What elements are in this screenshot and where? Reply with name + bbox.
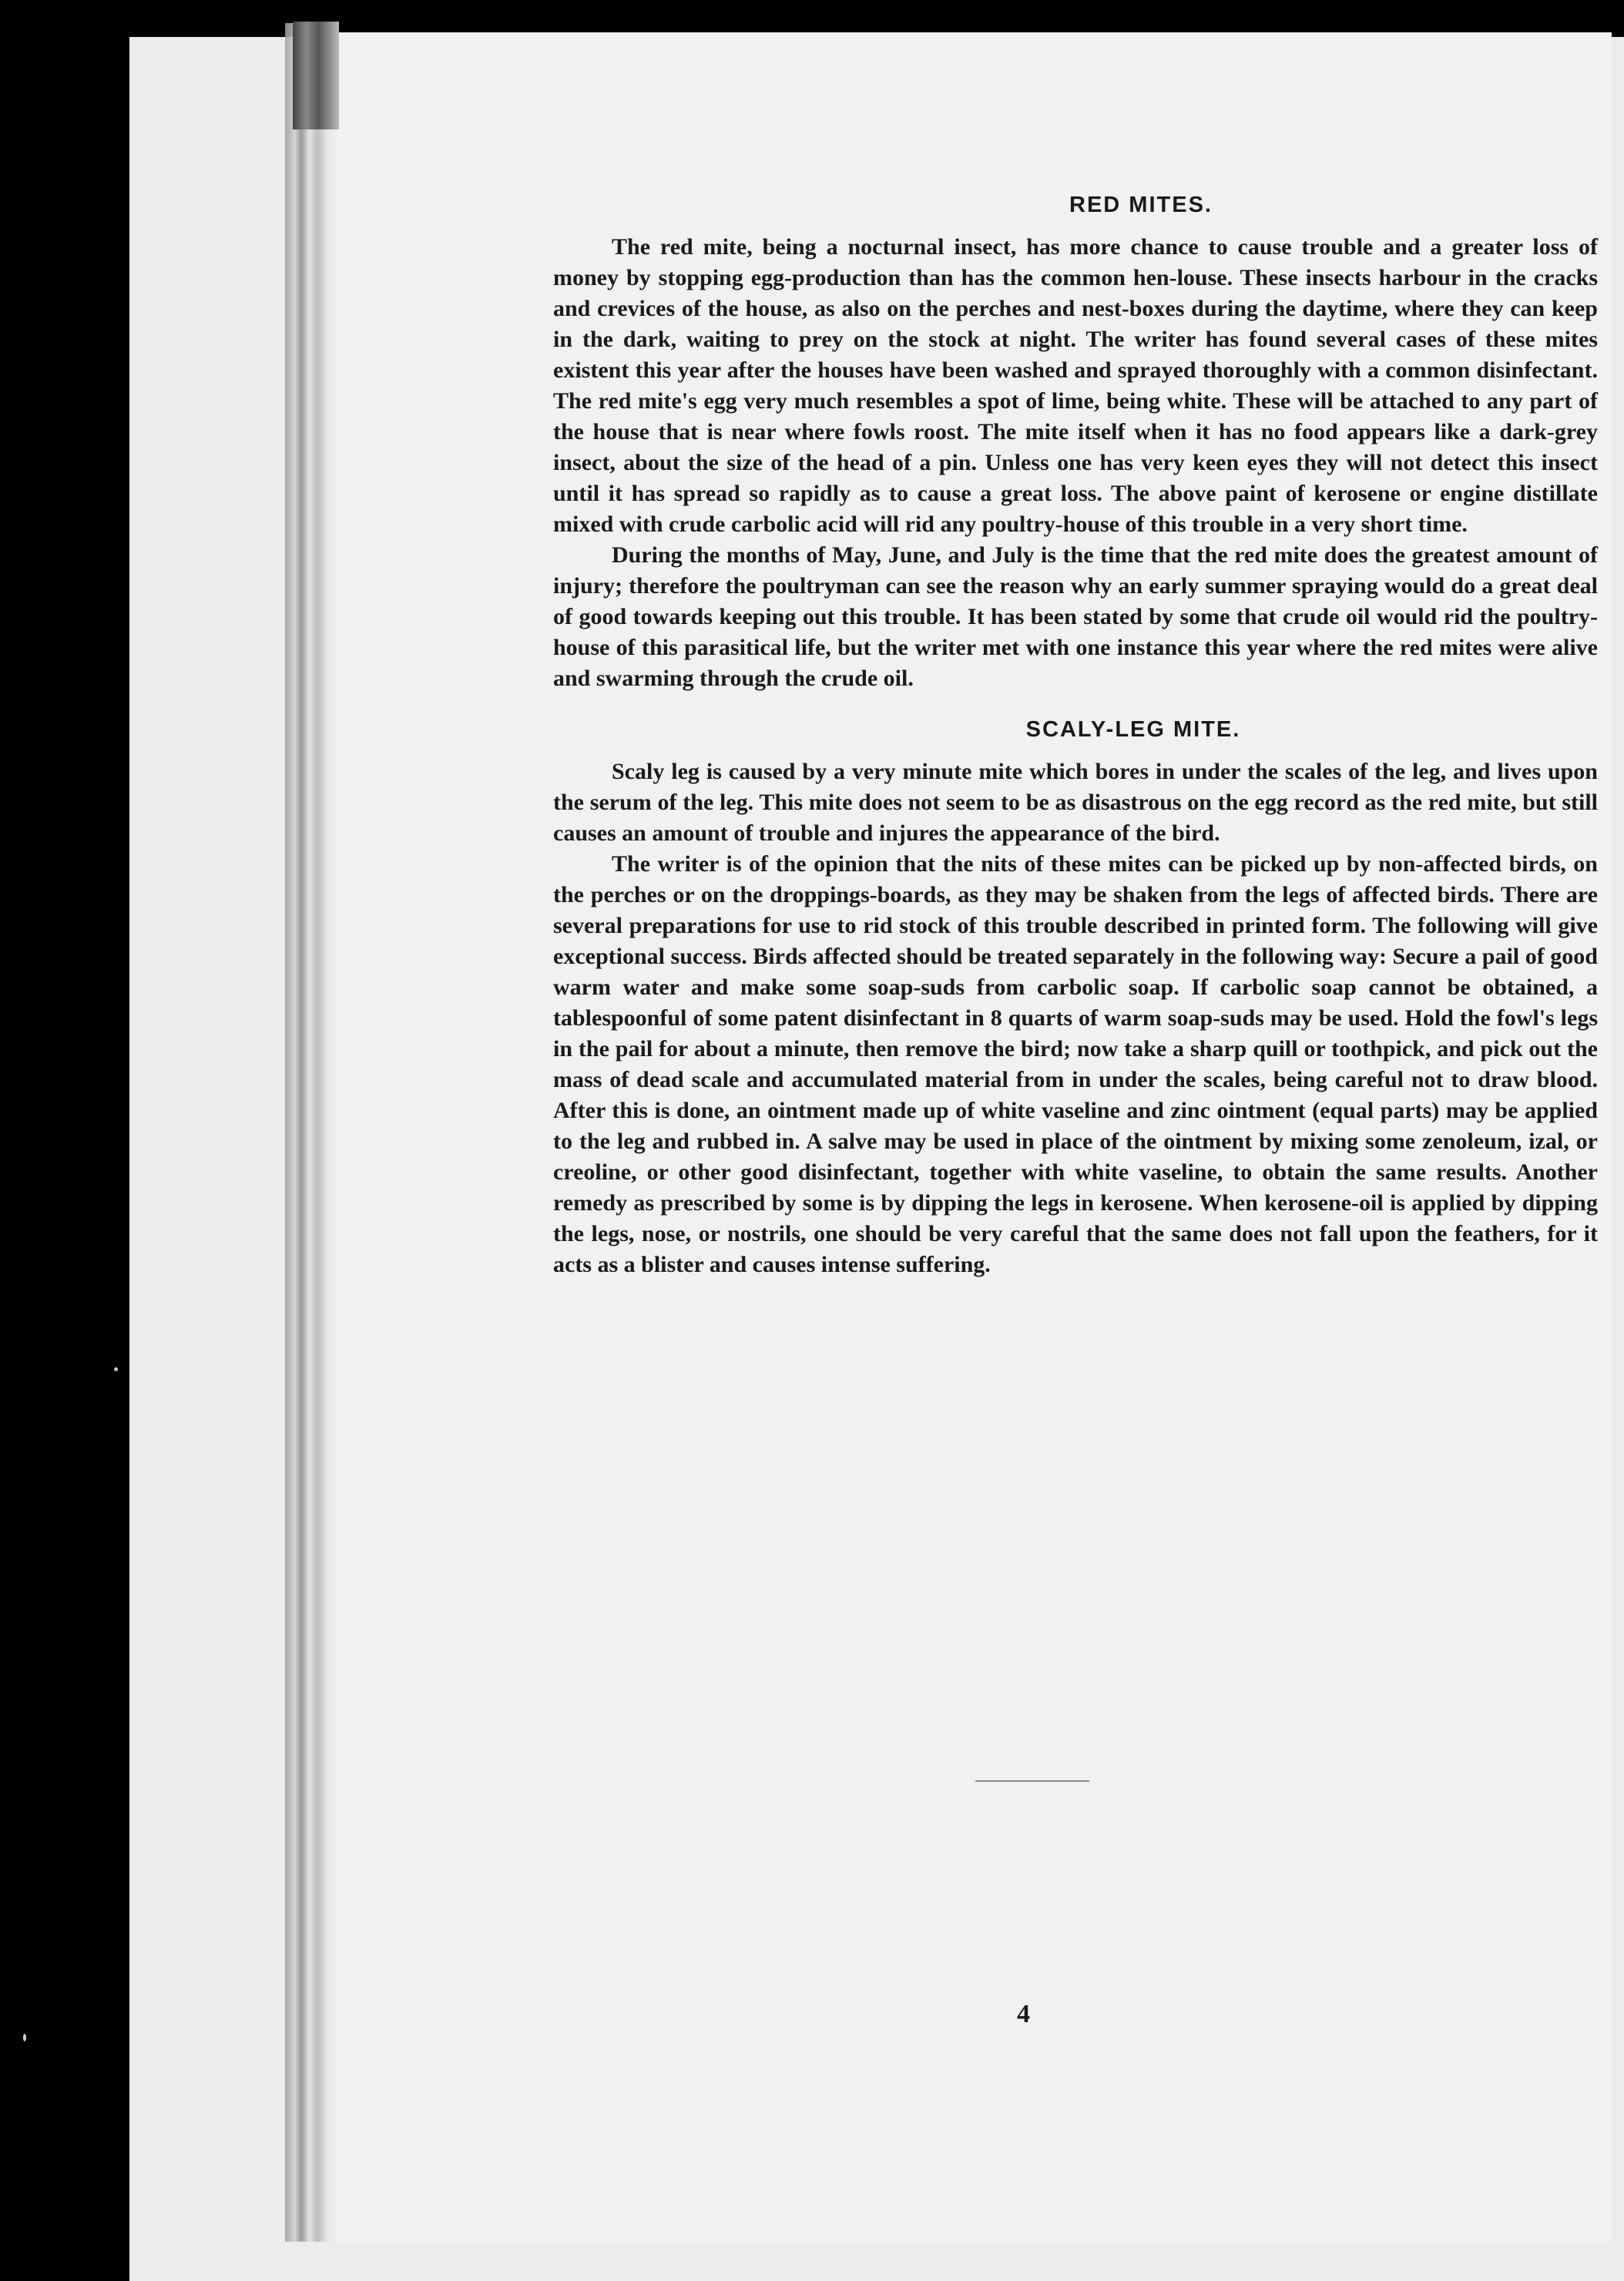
paragraph: During the months of May, June, and July is the time that the red mite does the greatest amount of injury; therefore the poultryman can see the reason why an early summer spraying would do a great deal of good towards keeping out this trouble. It has been stated by some that crude oil would rid the poultry-house of this parasitical life, but the writer met with one instance this year where the red mites were alive and swarming through the crude oil.	[553, 542, 1598, 691]
end-rule	[975, 1780, 1089, 1782]
scan-speck	[23, 2034, 26, 2041]
paragraph: The writer is of the opinion that the nits of these mites can be picked up by non-affected birds, on the perches or on the droppings-boards, as they may be shaken from the legs of affected birds. There are several preparations for use to rid stock of this trouble described in printed form. The following will give exceptional success. Birds affected should be treated separately in the following way: Secure a pail of good warm water and make some soap-suds from carbolic soap. If carbolic soap cannot be obtained, a tablespoonful of some patent disinfectant in 8 quarts of warm soap-suds may be used. Hold the fowl's legs in the pail for about a minute, then remove the bird; now take a sharp quill or toothpick, and pick out the mass of dead scale and accumulated material from in under the scales, being careful not to draw blood. After this is done, an ointment made up of white vaseline and zinc ointment (equal parts) may be applied to the leg and rubbed in. A salve may be used in place of the ointment by mixing some zenoleum, izal, or creoline, or other good disinfectant, together with white vaseline, to obtain the same results. Another remedy as prescribed by some is by dipping the legs in kerosene. When kerosene-oil is applied by dipping the legs, nose, or nostrils, one should be very careful that the same does not fall upon the feathers, for it acts as a blister and causes intense suffering.	[553, 851, 1598, 1277]
section-heading-red-mites: RED MITES.	[1069, 193, 1213, 217]
paragraph: The red mite, being a nocturnal insect, has more chance to cause trouble and a greater loss of money by stopping egg-production than has the common hen-louse. These insects harbour in the cracks and crevices of the house, as also on the perches and nest-boxes during the daytime, where they can keep in the dark, waiting to prey on the stock at night. The writer has found several cases of these mites existent this year after the houses have been washed and sprayed thoroughly with a common disinfectant. The red mite's egg very much resembles a spot of lime, being white. These will be attached to any part of the house that is near where fowls roost. The mite itself when it has no food appears like a dark-grey insect, about the size of the head of a pin. Unless one has very keen eyes they will not detect this insect until it has spread so rapidly as to cause a great loss. The above paint of kerosene or engine distillate mixed with crude carbolic acid will rid any poultry-house of this trouble in a very short time.	[553, 234, 1598, 537]
scan-speck	[114, 1367, 118, 1371]
paragraph: Scaly leg is caused by a very minute mite which bores in under the scales of the leg, and lives upon the serum of the leg. This mite does not seem to be as disastrous on the egg record as the red mite, but still causes an amount of trouble and injures the appearance of the bird.	[553, 759, 1598, 846]
section-heading-scaly-leg: SCALY-LEG MITE.	[1025, 717, 1241, 742]
article-body	[553, 193, 1598, 1280]
page-number: 4	[1017, 2000, 1030, 2028]
binding-edge	[293, 22, 339, 129]
binding-shadow	[285, 23, 339, 2242]
